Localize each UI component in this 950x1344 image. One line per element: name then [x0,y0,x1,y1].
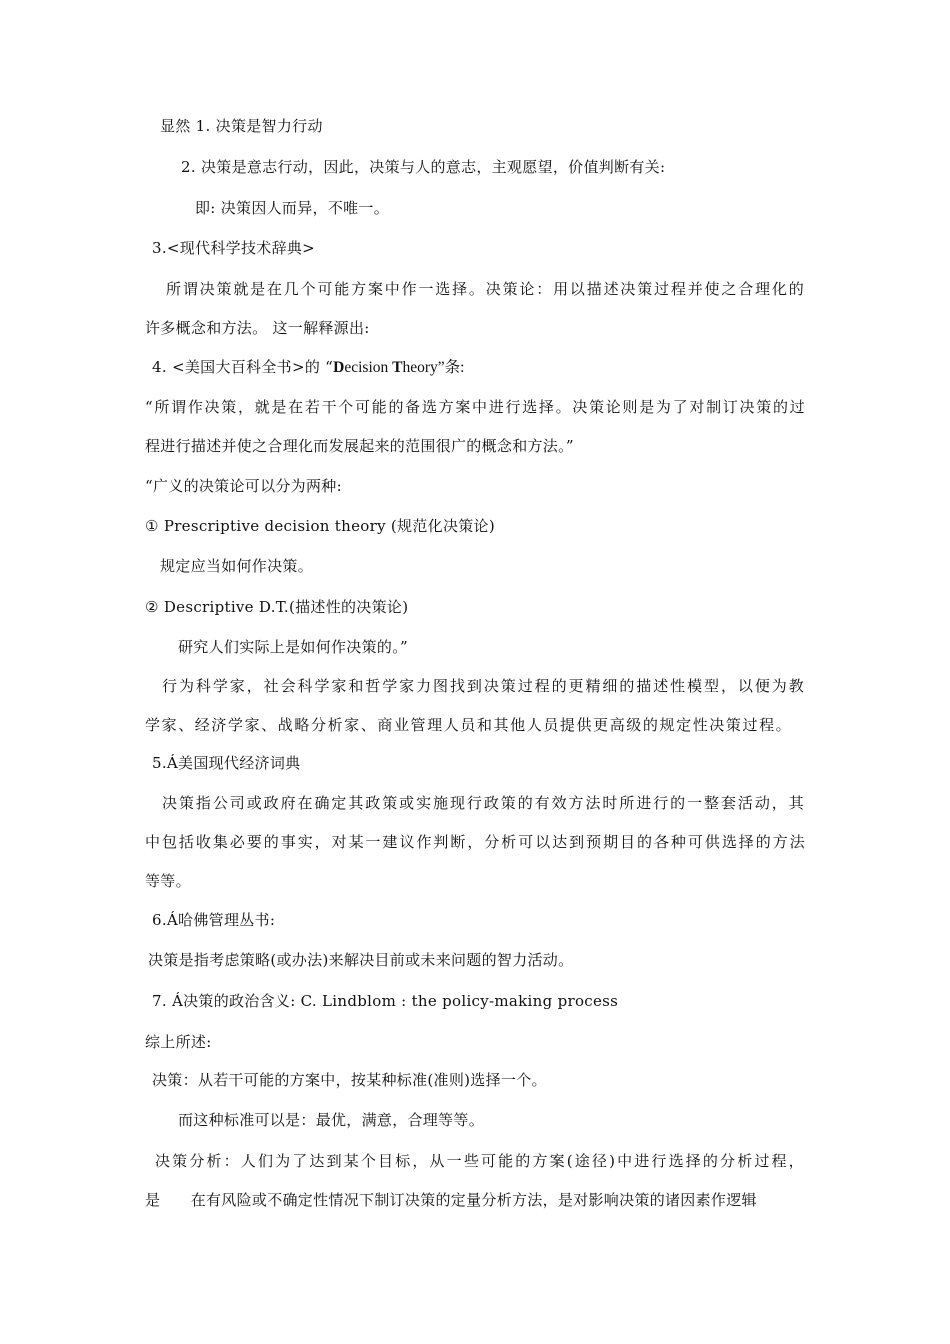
text-line: 5.Á美国现代经济词典 [152,754,301,772]
heading-bold-t: T [392,359,403,376]
text-line: 学家、经济学家、战略分析家、商业管理人员和其他人员提供更高级的规定性决策过程。 [145,716,791,734]
text-line: “所谓作决策，就是在若干个可能的备选方案中进行选择。决策论则是为了对制订决策的过 [145,398,805,416]
text-line: 等等。 [145,872,191,890]
text-line: 研究人们实际上是如何作决策的。” [178,638,408,656]
list-item: ② Descriptive D.T.(描述性的决策论) [145,598,409,616]
text-line: 中包括收集必要的事实，对某一建议作判断，分析可以达到预期目的各种可供选择的方法 [145,833,805,851]
text-line: 行为科学家，社会科学家和哲学家力图找到决策过程的更精细的描述性模型，以便为教 [162,677,804,695]
text-line: 所谓决策就是在几个可能方案中作一选择。决策论：用以描述决策过程并使之合理化的 [166,280,804,298]
text-line: 即: 决策因人而异，不唯一。 [195,199,390,217]
text-line: 2. 决策是意志行动，因此，决策与人的意志，主观愿望，价值判断有关: [181,158,666,176]
text-line: 决策分析：人们为了达到某个目标，从一些可能的方案(途径)中进行选择的分析过程， [155,1152,804,1170]
text-line: “广义的决策论可以分为两种: [145,477,342,495]
text-line: 综上所述: [145,1033,212,1051]
heading-suffix: heory”条: [402,359,465,376]
text-line: 决策是指考虑策略(或办法)来解决目前或未来问题的智力活动。 [148,951,574,969]
text-line: 决策：从若干可能的方案中，按某种标准(准则)选择一个。 [152,1071,547,1089]
list-item: ① Prescriptive decision theory (规范化决策论) [145,517,496,535]
text-line: 7. Á决策的政治含义: C. Lindblom : the policy-making process [152,992,619,1010]
text-line: 是 在有风险或不确定性情况下制订决策的定量分析方法，是对影响决策的诸因素作逻辑 [145,1191,757,1209]
text-line: 3.<现代科学技术辞典> [152,239,316,257]
text-line: 程进行描述并使之合理化而发展起来的范围很广的概念和方法。” [145,437,574,455]
text-line: 显然 1. 决策是智力行动 [160,117,323,135]
text-line: 6.Á哈佛管理丛书: [152,911,276,929]
heading-ecision: ecision [344,359,393,376]
heading-prefix: 4. <美国大百科全书>的 “ [152,358,334,376]
text-line: 规定应当如何作决策。 [160,557,314,575]
text-line: 许多概念和方法。 这一解释源出: [145,319,370,337]
encyclopedia-heading [152,357,464,378]
heading-bold-d: D [333,359,345,376]
text-line: 决策指公司或政府在确定其政策或实施现行政策的有效方法时所进行的一整套活动，其 [162,794,804,812]
text-line: 而这种标准可以是：最优，满意，合理等等。 [178,1111,485,1129]
